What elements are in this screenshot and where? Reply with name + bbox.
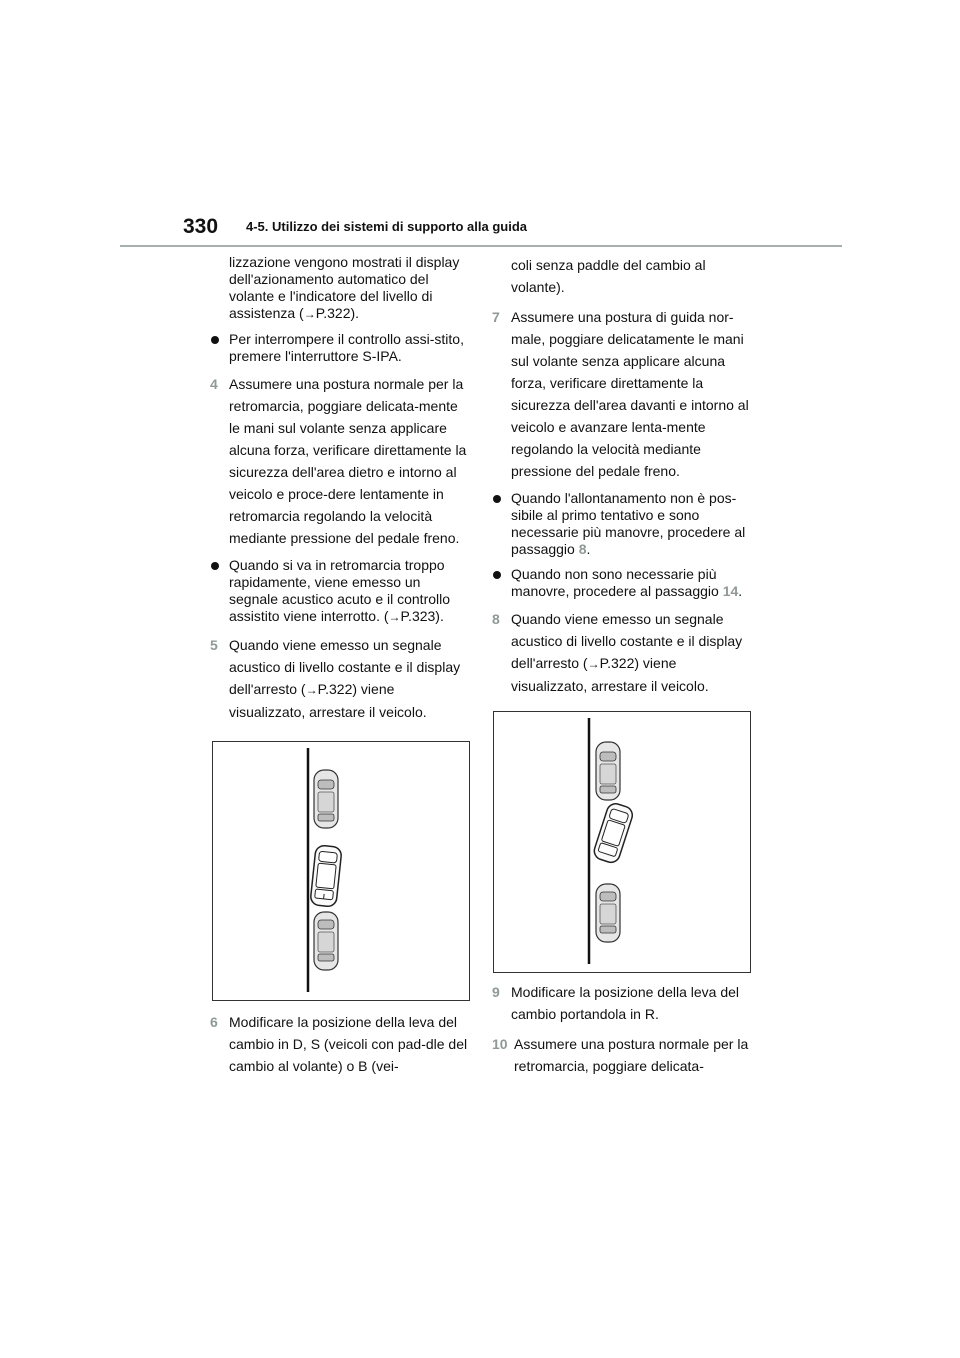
parking-diagram-reverse	[212, 741, 470, 1001]
bullet-reverse-too-fast	[210, 557, 472, 626]
parked-car-front	[596, 742, 620, 800]
step-text	[511, 608, 754, 697]
step-number: 8	[492, 611, 500, 627]
parking-diagram-forward	[493, 711, 751, 973]
step-number: 5	[210, 637, 218, 653]
bullet-no-more-maneuvers	[492, 566, 754, 600]
bullet-dot-icon	[211, 562, 219, 570]
step-number: 7	[492, 309, 500, 325]
bullet-text-end: .	[586, 541, 591, 557]
step-6	[210, 1011, 472, 1077]
bullet-text: Quando non sono necessarie più manovre, procedere al passaggio	[511, 566, 719, 599]
step-text-part: Quando viene emesso un segnale acustico di livello costante e il display dell'arresto (	[229, 637, 461, 697]
own-car	[592, 801, 635, 864]
bullet-text: Quando si va in retromarcia troppo rapidamente, viene emesso un segnale acustico acuto e il controllo assistito viene interrotto. (	[229, 557, 451, 624]
bullet-stop-assist	[210, 331, 472, 365]
bullet-dot-icon	[493, 571, 501, 579]
step-reference: 8	[578, 541, 587, 557]
step-text: Assumere una postura normale per la retromarcia, poggiare delicata-	[514, 1036, 749, 1074]
right-column	[492, 254, 754, 1085]
header-divider	[120, 245, 842, 247]
step-text	[229, 634, 472, 723]
diagram-svg	[213, 742, 469, 1000]
step-page-reference: P.322) viene visualizzato, arrestare il veicolo.	[229, 681, 427, 720]
intro-paragraph	[210, 254, 472, 323]
bullet-text-end: .	[738, 583, 743, 599]
step-text: Modificare la posizione della leva del cambio in D, S (veicoli con pad-dle del cambio al volante) o B (vei-	[229, 1014, 468, 1074]
parked-car-rear	[314, 912, 338, 970]
step-text: Modificare la posizione della leva del cambio portandola in R.	[511, 984, 740, 1022]
bullet-text: Quando l'allontanamento non è pos-sibile al primo tentativo e sono necessarie più manovre, procedere al passaggio	[511, 490, 746, 557]
parked-car-front	[314, 770, 338, 828]
step-number: 6	[210, 1014, 218, 1030]
bullet-more-maneuvers	[492, 490, 754, 558]
own-car	[310, 845, 342, 907]
section-title: 4-5. Utilizzo dei sistemi di supporto alla guida	[246, 219, 527, 234]
intro-text: lizzazione vengono mostrati il display dell'azionamento automatico del volante e l'indicatore del livello di assistenza (	[229, 254, 460, 321]
arrow-icon: →	[305, 683, 318, 697]
step-4	[210, 373, 472, 549]
arrow-icon: →	[587, 657, 600, 671]
step-7	[492, 306, 754, 482]
step-number: 4	[210, 376, 218, 392]
bullet-text: Per interrompere il controllo assi-stito, premere l'interruttore S-IPA.	[229, 331, 464, 364]
arrow-icon: →	[388, 610, 401, 624]
step-number: 9	[492, 984, 500, 1000]
bullet-dot-icon	[493, 495, 501, 503]
left-column	[210, 254, 472, 1085]
bullet-page-reference: P.323).	[400, 608, 444, 624]
step-page-reference: P.322) viene visualizzato, arrestare il veicolo.	[511, 655, 709, 694]
step-reference: 14	[722, 583, 739, 599]
bullet-dot-icon	[211, 336, 219, 344]
continuation-paragraph: coli senza paddle del cambio al volante).	[511, 257, 706, 295]
step-10	[492, 1033, 754, 1077]
step-8	[492, 608, 754, 697]
step-5	[210, 634, 472, 723]
diagram-svg	[494, 712, 750, 972]
page-number: 330	[183, 215, 219, 238]
intro-page-reference: P.322).	[315, 305, 360, 321]
step-text-part: Quando viene emesso un segnale acustico di livello costante e il display dell'arresto (	[511, 611, 743, 671]
step-text: Assumere una postura normale per la retromarcia, poggiare delicata-mente le mani sul volante senza applicare alcuna forza, verificare direttamente la sicurezza dell'area dietro e intorno al veicolo e proce-dere lentamente in retromarcia regolando la velocità mediante pressione del pedale freno.	[229, 376, 467, 546]
arrow-icon: →	[303, 307, 316, 321]
parked-car-rear	[596, 884, 620, 942]
step-9	[492, 981, 754, 1025]
step-number: 10	[492, 1036, 508, 1052]
step-text: Assumere una postura di guida nor-male, poggiare delicatamente le mani sul volante senza applicare alcuna forza, verificare direttamente la sicurezza dell'area davanti e intorno al veicolo e avanzare lenta-mente regolando la velocità mediante pressione del pedale freno.	[511, 309, 749, 479]
